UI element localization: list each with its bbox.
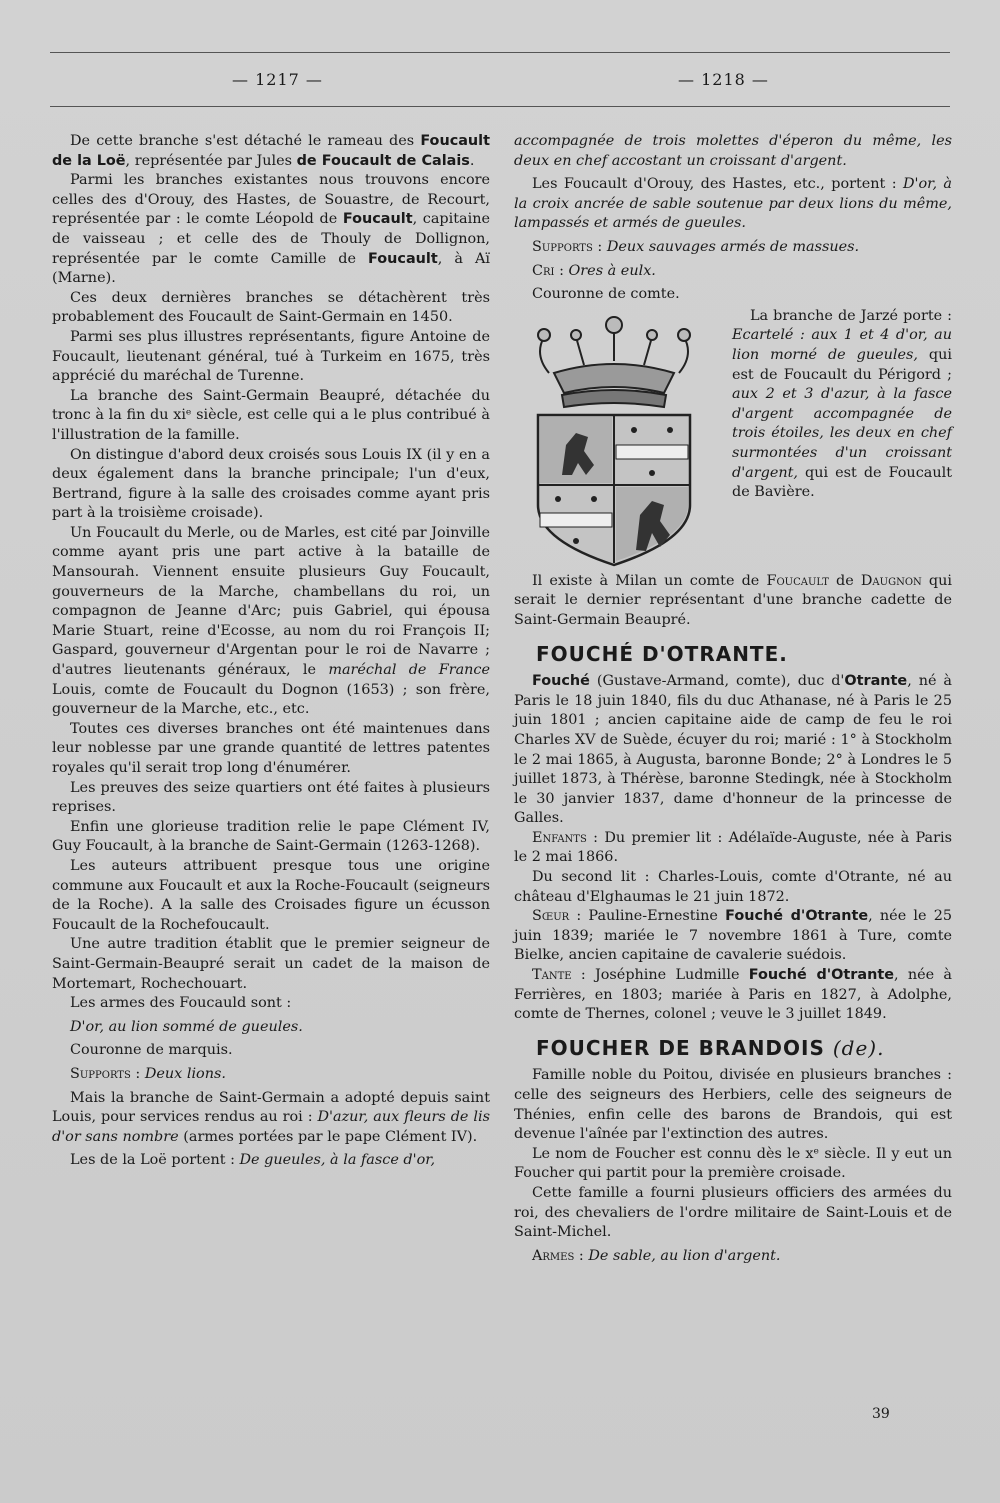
page-number-right: — 1218 —: [678, 70, 769, 89]
cri-line: Cri : Ores à eulx.: [532, 262, 656, 279]
paragraph: Sœur : Pauline-Ernestine Fouché d'Otrante, née le 25 juin 1839; mariée le 7 novembre 1861 à Ture, comte Bielke, ancien capitaine de cavalerie suédois.: [514, 908, 953, 964]
paragraph: De cette branche s'est détaché le rameau des Foucault de la Loë, représentée par Jules de Foucault de Calais.: [52, 133, 490, 169]
paragraph: Parmi les branches existantes nous trouvons encore celles des d'Orouy, des Hastes, de Souastre, de Recourt, représentée par : le comte Léopold de Foucault, capitaine de vaisseau ; et celle des de Thouly de Dollignon, représentée par le comte Camille de Foucault, à Aï (Marne).: [52, 172, 490, 287]
blazon: D'or, au lion sommé de gueules.: [70, 1018, 303, 1035]
paragraph: Fouché (Gustave-Armand, comte), duc d'Otrante, né à Paris le 18 juin 1840, fils du duc Athanase, né à Paris le 25 juin 1801 ; ancien capitaine aide de camp de feu le roi Charles XV de Suède, écuyer du roi; marié : 1° à Stockholm le 2 mai 1865, à Augusta, baronne Bonde; 2° à Londres le 5 juillet 1873, à Thérèse, baronne Stedingk, née à Stockholm le 30 janvier 1837, dame d'honneur de la princesse de Galles.: [514, 673, 952, 827]
paragraph: Le nom de Foucher est connu dès le xᵉ siècle. Il y eut un Foucher qui partit pour la première croisade.: [514, 1145, 952, 1182]
paragraph: Les Foucault d'Orouy, des Hastes, etc., portent : D'or, à la croix ancrée de sable soutenue par deux lions du même, lampassés et armés de gueules.: [514, 176, 952, 232]
paragraph: Un Foucault du Merle, ou de Marles, est cité par Joinville comme ayant pris une part active à la bataille de Mansourah. Viennent ensuite plusieurs Guy Foucault, gouverneurs de la Marche, chambellans du roi, un compagnon de Jeanne d'Arc; puis Gabriel, qui épousa Marie Stuart, reine d'Ecosse, au nom du roi François II; Gaspard, gouverneur d'Argentan pour le roi de Navarre ; d'autres lieutenants généraux, le maréchal de France Louis, comte de Foucault du Dognon (1653) ; son frère, gouverneur de la Marche, etc., etc.: [52, 524, 491, 718]
paragraph: Enfants : Du premier lit : Adélaïde-Auguste, née à Paris le 2 mai 1866.: [514, 829, 952, 866]
coat-of-arms-icon: [514, 315, 714, 570]
blazon: accompagnée de trois molettes d'éperon du même, les deux en chef accostant un croissant d'argent.: [514, 133, 952, 169]
section-heading-foucher: FOUCHER DE BRANDOIS (de).: [536, 1035, 885, 1060]
paragraph: La branche des Saint-Germain Beaupré, détachée du tronc à la fin du xiᵉ siècle, est celle qui a le plus contribué à l'illustration de la famille.: [52, 387, 490, 443]
top-rule: [50, 52, 950, 53]
paragraph: On distingue d'abord deux croisés sous Louis IX (il y en a deux également dans la branche principale; l'un d'eux, Bertrand, figure à la salle des croisades comme ayant pris part à la troisième croisade).: [52, 446, 490, 522]
paragraph: Enfin une glorieuse tradition relie le pape Clément IV, Guy Foucault, à la branche de Saint-Germain (1263-1268).: [52, 818, 490, 855]
right-column: [514, 132, 952, 1266]
armes-line: Armes : De sable, au lion d'argent.: [532, 1247, 781, 1264]
paragraph: Une autre tradition établit que le premier seigneur de Saint-Germain-Beaupré serait un cadet de la maison de Mortemart, Rochechouart.: [52, 936, 490, 992]
paragraph: Les de la Loë portent : De gueules, à la fasce d'or,: [70, 1152, 436, 1169]
crest-block: [514, 307, 952, 572]
paragraph: Couronne de marquis.: [70, 1042, 233, 1059]
paragraph: Il existe à Milan un comte de Foucault de Daugnon qui serait le dernier représentant d'une branche cadette de Saint-Germain Beaupré.: [514, 572, 952, 628]
paragraph: Ces deux dernières branches se détachèrent très probablement des Foucault de Saint-Germain en 1450.: [52, 289, 490, 326]
paragraph: Tante : Joséphine Ludmille Fouché d'Otrante, née à Ferrières, en 1803; mariée à Paris en 1827, à Adolphe, comte de Thernes, colonel ; veuve le 3 juillet 1849.: [514, 967, 952, 1023]
paragraph: Cette famille a fourni plusieurs officiers des armées du roi, des chevaliers de l'ordre militaire de Saint-Louis et de Saint-Michel.: [514, 1184, 952, 1241]
paragraph: Les auteurs attribuent presque tous une origine commune aux Foucault et aux la Roche-Foucault (seigneurs de la Roche). A la salle des Croisades figure un écusson Foucault de la Rochefoucault.: [52, 857, 490, 933]
left-column: [52, 132, 490, 1171]
paragraph: Du second lit : Charles-Louis, comte d'Otrante, né au château d'Elghaumas le 21 juin 1872.: [514, 869, 952, 905]
paragraph: Toutes ces diverses branches ont été maintenues dans leur noblesse par une grande quantité de lettres patentes royales qu'il serait trop long d'énumérer.: [52, 720, 490, 776]
paragraph: Les armes des Foucauld sont :: [70, 995, 292, 1012]
jarze-paragraph: La branche de Jarzé porte : Ecartelé : aux 1 et 4 d'or, au lion morné de gueules, qui est de Foucault du Périgord ; aux 2 et 3 d'azur, à la fasce d'argent accompagnée de trois étoiles, les deux en chef surmontées d'un croissant d'argent, qui est de Foucault de Bavière.: [732, 307, 952, 501]
header-rule: [50, 106, 950, 107]
supports-line: Supports : Deux lions.: [70, 1065, 226, 1082]
paragraph: Parmi ses plus illustres représentants, figure Antoine de Foucault, lieutenant général, tué à Turkeim en 1675, très apprécié du maréchal de Turenne.: [52, 328, 490, 385]
supports-line: Supports : Deux sauvages armés de massues.: [532, 238, 860, 255]
paragraph: Famille noble du Poitou, divisée en plusieurs branches : celle des seigneurs des Herbiers, celle des seigneurs de Thénies, enfin celle des barons de Brandois, qui est devenue l'aînée par l'extinction des autres.: [514, 1067, 952, 1143]
section-heading-fouche: FOUCHÉ D'OTRANTE.: [536, 641, 788, 666]
folio-number: 39: [872, 1406, 890, 1422]
paragraph: Les preuves des seize quartiers ont été faites à plusieurs reprises.: [52, 779, 490, 816]
paragraph: Couronne de comte.: [532, 286, 680, 303]
paragraph: Mais la branche de Saint-Germain a adopté depuis saint Louis, pour services rendus au roi : D'azur, aux fleurs de lis d'or sans nombre (armes portées par le pape Clément IV).: [52, 1089, 490, 1145]
page-number-left: — 1217 —: [232, 70, 323, 89]
